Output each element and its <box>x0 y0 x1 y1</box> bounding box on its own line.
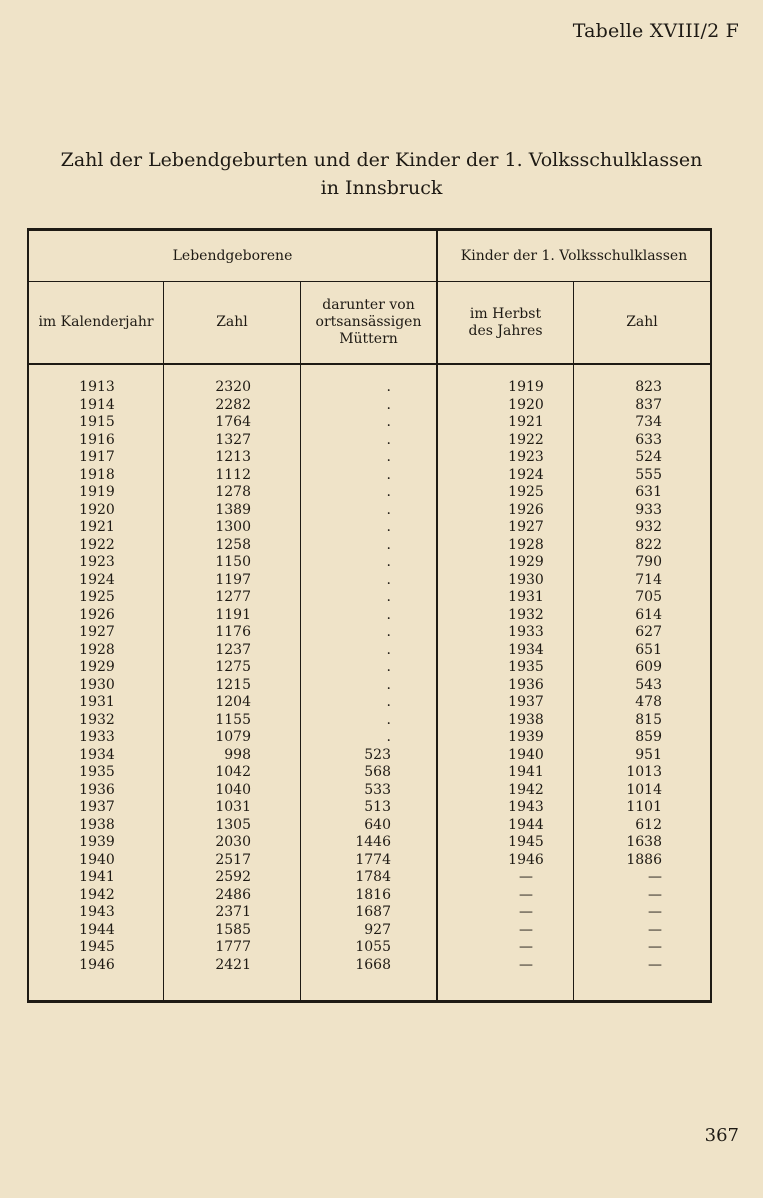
cell-darunter: . <box>386 659 391 675</box>
cell-darunter: 533 <box>364 781 391 798</box>
cell-zahl: 2371 <box>215 904 251 920</box>
cell-herbst: 1925 <box>508 484 544 500</box>
cell-zahl: 1300 <box>215 519 251 535</box>
cell-year: 1930 <box>79 676 115 693</box>
table-row <box>29 397 710 415</box>
cell-herbst: — <box>519 956 533 973</box>
table-row <box>29 834 710 852</box>
cell-darunter: . <box>386 554 391 570</box>
cell-kinder-zahl: 609 <box>635 659 662 675</box>
table-row <box>29 519 710 537</box>
table-row <box>29 694 710 712</box>
cell-darunter: . <box>386 396 391 413</box>
col-header-zahl: Zahl <box>216 314 248 330</box>
cell-darunter: 1446 <box>355 834 391 850</box>
cell-zahl: 1777 <box>215 939 251 955</box>
cell-herbst: 1942 <box>508 781 544 798</box>
cell-year: 1928 <box>79 641 115 658</box>
table-row <box>29 607 710 625</box>
cell-year: 1916 <box>79 431 115 448</box>
cell-zahl: 1258 <box>215 536 251 553</box>
cell-zahl: 1327 <box>215 431 251 448</box>
cell-kinder-zahl: 1014 <box>626 781 662 798</box>
table-row <box>29 449 710 467</box>
cell-zahl: 1237 <box>215 641 251 658</box>
table-row <box>29 537 710 555</box>
table-row <box>29 904 710 922</box>
cell-herbst: — <box>519 921 533 938</box>
table-row <box>29 467 710 485</box>
cell-kinder-zahl: 714 <box>635 571 662 588</box>
cell-year: 1935 <box>79 764 115 780</box>
cell-zahl: 1389 <box>215 501 251 518</box>
cell-zahl: 1191 <box>215 606 251 623</box>
cell-kinder-zahl: 631 <box>635 484 662 500</box>
cell-herbst: 1924 <box>508 466 544 483</box>
cell-darunter: . <box>386 641 391 658</box>
cell-herbst: — <box>519 869 533 885</box>
cell-darunter: 1687 <box>355 904 391 920</box>
table-row <box>29 817 710 835</box>
cell-zahl: 1176 <box>215 624 251 640</box>
table-row <box>29 659 710 677</box>
cell-zahl: 1197 <box>215 571 251 588</box>
cell-year: 1946 <box>79 956 115 973</box>
group-header-lebendgeborene: Lebendgeborene <box>172 247 293 264</box>
table-row <box>29 712 710 730</box>
cell-darunter: . <box>386 571 391 588</box>
title-line-2: in Innsbruck <box>320 177 443 199</box>
table-body <box>29 379 710 974</box>
cell-darunter: . <box>386 484 391 500</box>
cell-zahl: 2421 <box>215 956 251 973</box>
cell-year: 1929 <box>79 659 115 675</box>
cell-year: 1920 <box>79 501 115 518</box>
table-row <box>29 554 710 572</box>
cell-darunter: 1668 <box>355 956 391 973</box>
cell-darunter: . <box>386 606 391 623</box>
cell-herbst: 1930 <box>508 571 544 588</box>
table-row <box>29 624 710 642</box>
cell-year: 1917 <box>79 449 115 465</box>
cell-herbst: 1926 <box>508 501 544 518</box>
cell-herbst: 1945 <box>508 834 544 850</box>
col-header-herbst: im Herbst des Jahres <box>468 305 543 339</box>
data-table <box>27 228 712 1003</box>
cell-kinder-zahl: 627 <box>635 624 662 640</box>
cell-year: 1934 <box>79 746 115 763</box>
cell-year: 1919 <box>79 484 115 500</box>
cell-kinder-zahl: 822 <box>635 536 662 553</box>
cell-herbst: — <box>519 886 533 903</box>
cell-kinder-zahl: — <box>648 939 662 955</box>
cell-herbst: 1940 <box>508 746 544 763</box>
cell-herbst: — <box>519 904 533 920</box>
cell-darunter: . <box>386 501 391 518</box>
cell-kinder-zahl: 790 <box>635 554 662 570</box>
table-row <box>29 782 710 800</box>
cell-kinder-zahl: — <box>648 904 662 920</box>
cell-kinder-zahl: 951 <box>635 746 662 763</box>
cell-zahl: 2030 <box>215 834 251 850</box>
cell-kinder-zahl: 734 <box>635 414 662 430</box>
cell-zahl: 1150 <box>215 554 251 570</box>
cell-herbst: 1927 <box>508 519 544 535</box>
cell-kinder-zahl: 1638 <box>626 834 662 850</box>
cell-kinder-zahl: — <box>648 956 662 973</box>
cell-darunter: 1816 <box>355 886 391 903</box>
cell-herbst: 1933 <box>508 624 544 640</box>
cell-year: 1938 <box>79 816 115 833</box>
cell-darunter: 1774 <box>355 851 391 868</box>
cell-zahl: 2517 <box>215 851 251 868</box>
table-row <box>29 852 710 870</box>
cell-zahl: 2282 <box>215 396 251 413</box>
cell-herbst: 1944 <box>508 816 544 833</box>
cell-herbst: 1928 <box>508 536 544 553</box>
cell-zahl: 1215 <box>215 676 251 693</box>
cell-year: 1944 <box>79 921 115 938</box>
cell-herbst: 1943 <box>508 799 544 815</box>
cell-zahl: 1278 <box>215 484 251 500</box>
cell-darunter: 1055 <box>355 939 391 955</box>
cell-darunter: 640 <box>364 816 391 833</box>
cell-year: 1933 <box>79 729 115 745</box>
cell-herbst: 1935 <box>508 659 544 675</box>
cell-year: 1942 <box>79 886 115 903</box>
cell-darunter: 513 <box>364 799 391 815</box>
cell-herbst: 1922 <box>508 431 544 448</box>
cell-darunter: 568 <box>364 764 391 780</box>
cell-kinder-zahl: 478 <box>635 694 662 710</box>
cell-kinder-zahl: 859 <box>635 729 662 745</box>
table-id: Tabelle XVIII/2 F <box>572 20 739 42</box>
cell-year: 1937 <box>79 799 115 815</box>
cell-year: 1932 <box>79 711 115 728</box>
cell-darunter: . <box>386 624 391 640</box>
table-row <box>29 589 710 607</box>
cell-year: 1923 <box>79 554 115 570</box>
cell-darunter: . <box>386 379 391 395</box>
cell-darunter: . <box>386 729 391 745</box>
cell-herbst: 1936 <box>508 676 544 693</box>
cell-zahl: 1585 <box>215 921 251 938</box>
cell-darunter: . <box>386 449 391 465</box>
cell-kinder-zahl: 524 <box>635 449 662 465</box>
cell-year: 1915 <box>79 414 115 430</box>
group-header-kinder: Kinder der 1. Volksschulklassen <box>460 247 688 264</box>
cell-herbst: 1934 <box>508 641 544 658</box>
cell-kinder-zahl: 543 <box>635 676 662 693</box>
cell-year: 1927 <box>79 624 115 640</box>
cell-kinder-zahl: 555 <box>635 466 662 483</box>
table-row <box>29 677 710 695</box>
table-row <box>29 484 710 502</box>
title-line-1: Zahl der Lebendgeburten und der Kinder der 1. Volksschulklassen <box>60 149 703 171</box>
cell-zahl: 1213 <box>215 449 251 465</box>
table-row <box>29 572 710 590</box>
table-row <box>29 502 710 520</box>
cell-darunter: 927 <box>364 921 391 938</box>
table-row <box>29 642 710 660</box>
table-row <box>29 799 710 817</box>
cell-year: 1925 <box>79 589 115 605</box>
cell-zahl: 2592 <box>215 869 251 885</box>
cell-darunter: 1784 <box>355 869 391 885</box>
cell-zahl: 1155 <box>215 711 251 728</box>
cell-year: 1939 <box>79 834 115 850</box>
cell-kinder-zahl: — <box>648 921 662 938</box>
cell-zahl: 1305 <box>215 816 251 833</box>
cell-kinder-zahl: — <box>648 869 662 885</box>
col-header-darunter: darunter von ortsansässigen Müttern <box>315 297 422 347</box>
cell-year: 1924 <box>79 571 115 588</box>
cell-kinder-zahl: 933 <box>635 501 662 518</box>
col-header-year: im Kalenderjahr <box>38 314 154 330</box>
cell-year: 1940 <box>79 851 115 868</box>
table-row <box>29 957 710 975</box>
cell-herbst: 1931 <box>508 589 544 605</box>
cell-darunter: . <box>386 711 391 728</box>
cell-year: 1943 <box>79 904 115 920</box>
cell-herbst: — <box>519 939 533 955</box>
table-row <box>29 869 710 887</box>
cell-herbst: 1941 <box>508 764 544 780</box>
cell-darunter: . <box>386 676 391 693</box>
cell-kinder-zahl: — <box>648 886 662 903</box>
table-row <box>29 939 710 957</box>
cell-kinder-zahl: 1013 <box>626 764 662 780</box>
cell-year: 1936 <box>79 781 115 798</box>
cell-kinder-zahl: 614 <box>635 606 662 623</box>
table-row <box>29 764 710 782</box>
header-bottom-rule <box>29 363 710 365</box>
cell-zahl: 1204 <box>215 694 251 710</box>
cell-zahl: 1042 <box>215 764 251 780</box>
cell-darunter: . <box>386 589 391 605</box>
cell-darunter: . <box>386 694 391 710</box>
table-row <box>29 747 710 765</box>
cell-kinder-zahl: 823 <box>635 379 662 395</box>
cell-year: 1945 <box>79 939 115 955</box>
cell-herbst: 1946 <box>508 851 544 868</box>
cell-kinder-zahl: 837 <box>635 396 662 413</box>
cell-herbst: 1938 <box>508 711 544 728</box>
cell-zahl: 1275 <box>215 659 251 675</box>
cell-zahl: 998 <box>224 746 251 763</box>
cell-kinder-zahl: 612 <box>635 816 662 833</box>
cell-darunter: 523 <box>364 746 391 763</box>
table-row <box>29 887 710 905</box>
cell-zahl: 1764 <box>215 414 251 430</box>
cell-herbst: 1937 <box>508 694 544 710</box>
cell-kinder-zahl: 932 <box>635 519 662 535</box>
cell-darunter: . <box>386 431 391 448</box>
cell-year: 1914 <box>79 396 115 413</box>
table-row <box>29 414 710 432</box>
cell-zahl: 1031 <box>215 799 251 815</box>
cell-zahl: 1277 <box>215 589 251 605</box>
cell-zahl: 1112 <box>215 466 251 483</box>
cell-herbst: 1923 <box>508 449 544 465</box>
cell-herbst: 1932 <box>508 606 544 623</box>
cell-zahl: 1040 <box>215 781 251 798</box>
cell-kinder-zahl: 705 <box>635 589 662 605</box>
cell-kinder-zahl: 1101 <box>626 799 662 815</box>
cell-darunter: . <box>386 536 391 553</box>
table-row <box>29 729 710 747</box>
cell-herbst: 1921 <box>508 414 544 430</box>
cell-zahl: 2486 <box>215 886 251 903</box>
cell-year: 1918 <box>79 466 115 483</box>
cell-darunter: . <box>386 414 391 430</box>
page-title <box>0 146 763 202</box>
cell-year: 1922 <box>79 536 115 553</box>
cell-herbst: 1919 <box>508 379 544 395</box>
cell-kinder-zahl: 633 <box>635 431 662 448</box>
cell-year: 1921 <box>79 519 115 535</box>
table-row <box>29 432 710 450</box>
col-header-kinder-zahl: Zahl <box>626 314 658 330</box>
cell-zahl: 2320 <box>215 379 251 395</box>
cell-darunter: . <box>386 519 391 535</box>
cell-kinder-zahl: 815 <box>635 711 662 728</box>
cell-herbst: 1939 <box>508 729 544 745</box>
cell-year: 1931 <box>79 694 115 710</box>
table-row <box>29 379 710 397</box>
cell-zahl: 1079 <box>215 729 251 745</box>
cell-year: 1941 <box>79 869 115 885</box>
cell-year: 1913 <box>79 379 115 395</box>
table-row <box>29 922 710 940</box>
cell-herbst: 1920 <box>508 396 544 413</box>
page-number: 367 <box>704 1125 739 1146</box>
cell-year: 1926 <box>79 606 115 623</box>
cell-herbst: 1929 <box>508 554 544 570</box>
cell-kinder-zahl: 1886 <box>626 851 662 868</box>
cell-darunter: . <box>386 466 391 483</box>
cell-kinder-zahl: 651 <box>635 641 662 658</box>
